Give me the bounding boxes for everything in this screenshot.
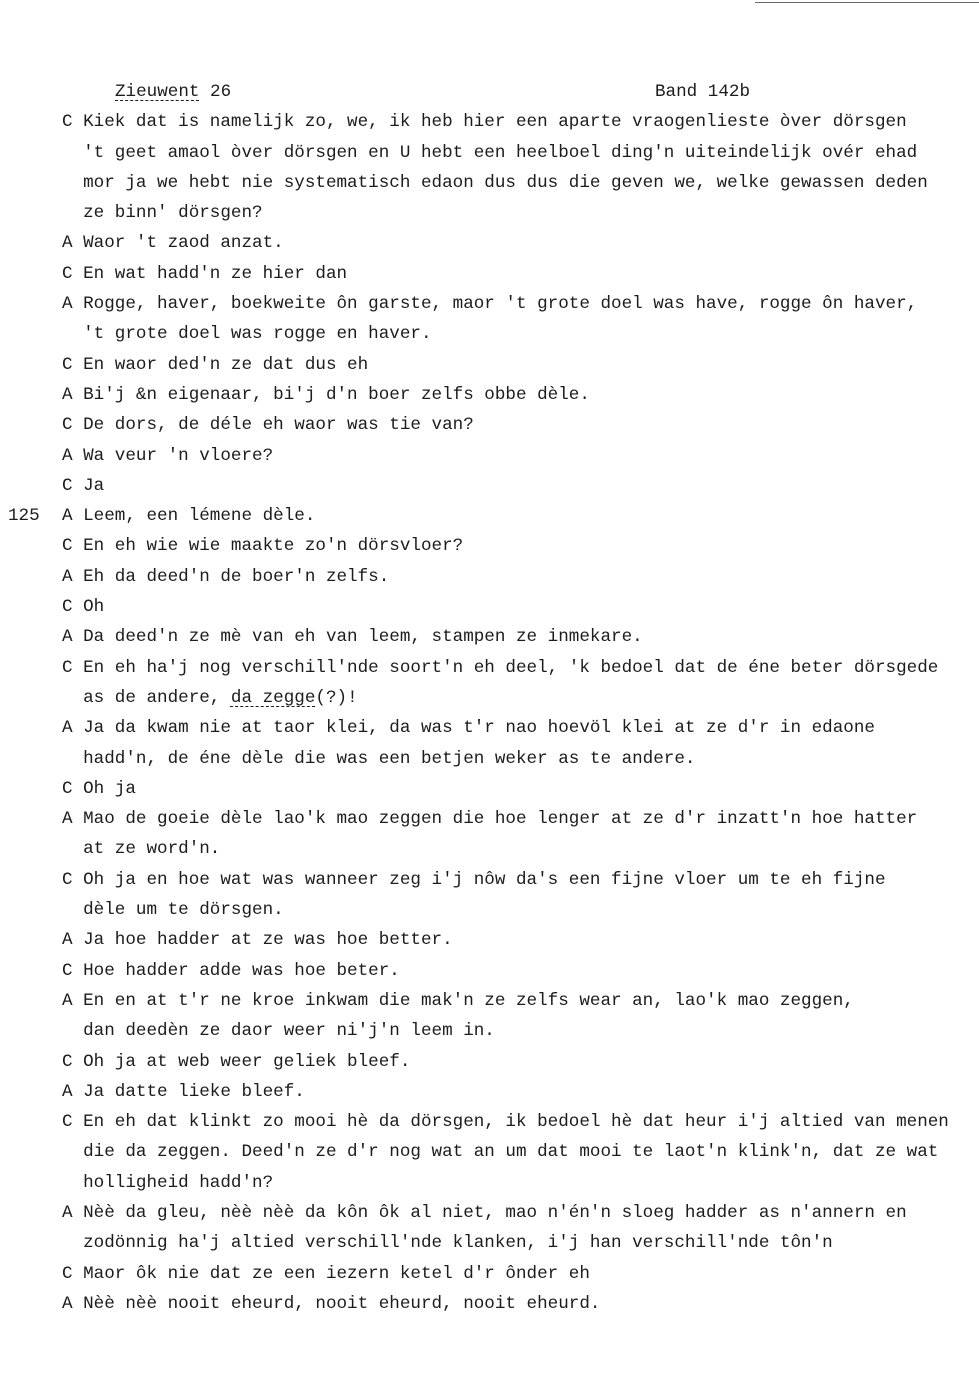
- line-text: at ze word'n.: [83, 839, 221, 860]
- line-text: Mao de goeie dèle lao'k mao zeggen die hoe lenger at ze d'r inzatt'n hoe hatter: [83, 809, 918, 830]
- line-text: Wa veur 'n vloere?: [83, 445, 274, 466]
- line-text: Leem, een lémene dèle.: [83, 506, 316, 527]
- transcript-line: [0, 531, 979, 561]
- transcript-line: [0, 198, 979, 228]
- line-text: die da zeggen. Deed'n ze d'r nog wat an um dat mooi te laot'n klink'n, dat ze wat: [83, 1142, 939, 1163]
- transcript-line: [0, 865, 979, 895]
- transcript-line: [0, 1016, 979, 1046]
- line-text: De dors, de déle eh waor was tie van?: [83, 415, 474, 436]
- transcript-line: [0, 441, 979, 471]
- transcript-line: [0, 804, 979, 834]
- line-text: Eh da deed'n de boer'n zelfs.: [83, 566, 390, 587]
- speaker-label: C: [62, 1112, 73, 1133]
- header-place-page: [115, 77, 231, 107]
- top-rule: [755, 2, 979, 3]
- transcript-line: [0, 1289, 979, 1319]
- speaker-label: A: [62, 294, 73, 315]
- line-text: Oh ja en hoe wat was wanneer zeg i'j nôw da's een fijne vloer um te eh fijne: [83, 869, 886, 890]
- header-page-number: 26: [210, 82, 232, 102]
- speaker-label: A: [62, 1202, 73, 1223]
- page-header: [0, 77, 979, 107]
- speaker-label: C: [62, 415, 73, 436]
- line-text: Ja da kwam nie at taor klei, da was t'r nao hoevöl klei at ze d'r in edaone: [83, 718, 875, 739]
- line-text: Hoe hadder adde was hoe beter.: [83, 960, 400, 981]
- transcript-line: [0, 410, 979, 440]
- line-text: Nèè da gleu, nèè nèè da kôn ôk al niet, mao n'én'n sloeg hadder as n'annern en: [83, 1202, 907, 1223]
- transcript-line: [0, 895, 979, 925]
- transcript-line: [0, 1107, 979, 1137]
- speaker-label: C: [62, 597, 73, 618]
- transcript-line: [0, 683, 979, 713]
- line-text: 't grote doel was rogge en haver.: [83, 324, 432, 345]
- line-text: Ja hoe hadder at ze was hoe better.: [83, 930, 453, 951]
- line-text: zodönnig ha'j altied verschill'nde klanken, i'j han verschill'nde tôn'n: [83, 1233, 833, 1254]
- line-text: Ja datte lieke bleef.: [83, 1081, 305, 1102]
- speaker-label: A: [62, 1293, 73, 1314]
- transcript-line: [0, 1077, 979, 1107]
- line-text: Bi'j &n eigenaar, bi'j d'n boer zelfs obbe dèle.: [83, 384, 590, 405]
- line-text: 't geet amaol òver dörsgen en U hebt een heelboel ding'n uiteindelijk ovér ehad: [83, 142, 918, 163]
- line-text: En wat hadd'n ze hier dan: [83, 263, 348, 284]
- transcript-line: [0, 501, 979, 531]
- speaker-label: A: [62, 445, 73, 466]
- line-text: En waor ded'n ze dat dus eh: [83, 354, 369, 375]
- transcript-line: [0, 986, 979, 1016]
- speaker-label: A: [62, 990, 73, 1011]
- line-text-after: (?)!: [315, 687, 358, 708]
- speaker-label: C: [62, 869, 73, 890]
- line-text: Kiek dat is namelijk zo, we, ik heb hier een aparte vraogenlieste òver dörsgen: [83, 112, 907, 133]
- line-text: as de andere,: [83, 687, 231, 708]
- line-text: Waor 't zaod anzat.: [83, 233, 284, 254]
- line-text: hadd'n, de éne dèle die was een betjen weker as te andere.: [83, 748, 696, 769]
- line-text: En en at t'r ne kroe inkwam die mak'n ze zelfs wear an, lao'k mao zeggen,: [83, 990, 854, 1011]
- transcript-line: [0, 713, 979, 743]
- line-text: dèle um te dörsgen.: [83, 900, 284, 921]
- transcript-page: [0, 77, 979, 1319]
- transcript-line: [0, 168, 979, 198]
- line-text: holligheid hadd'n?: [83, 1172, 274, 1193]
- transcript-line: [0, 1047, 979, 1077]
- transcript-lines: [0, 107, 979, 1319]
- transcript-line: [0, 1198, 979, 1228]
- speaker-label: C: [62, 657, 73, 678]
- transcript-line: [0, 1228, 979, 1258]
- margin-line-number: 125: [8, 506, 40, 527]
- speaker-label: C: [62, 112, 73, 133]
- speaker-label: A: [62, 233, 73, 254]
- speaker-label: C: [62, 536, 73, 557]
- line-text: Rogge, haver, boekweite ôn garste, maor 't grote doel was have, rogge ôn haver,: [83, 294, 918, 315]
- line-text: dan deedèn ze daor weer ni'j'n leem in.: [83, 1021, 495, 1042]
- line-text: En eh ha'j nog verschill'nde soort'n eh deel, 'k bedoel dat de éne beter dörsgede: [83, 657, 939, 678]
- speaker-label: A: [62, 1081, 73, 1102]
- transcript-line: [0, 107, 979, 137]
- speaker-label: C: [62, 778, 73, 799]
- speaker-label: C: [62, 354, 73, 375]
- speaker-label: C: [62, 1051, 73, 1072]
- line-text: Oh ja: [83, 778, 136, 799]
- speaker-label: A: [62, 627, 73, 648]
- line-text: Ja: [83, 475, 105, 496]
- transcript-line: [0, 259, 979, 289]
- speaker-label: C: [62, 1263, 73, 1284]
- speaker-label: A: [62, 809, 73, 830]
- line-text: En eh wie wie maakte zo'n dörsvloer?: [83, 536, 464, 557]
- transcript-line: [0, 1137, 979, 1167]
- line-text: En eh dat klinkt zo mooi hè da dörsgen, ik bedoel hè dat heur i'j altied van menen: [83, 1112, 949, 1133]
- speaker-label: A: [62, 506, 73, 527]
- transcript-line: [0, 744, 979, 774]
- transcript-line: [0, 289, 979, 319]
- header-band: Band 142b: [655, 82, 751, 102]
- line-text: ze binn' dörsgen?: [83, 203, 263, 224]
- transcript-line: [0, 925, 979, 955]
- line-text: Nèè nèè nooit eheurd, nooit eheurd, nooit eheurd.: [83, 1293, 601, 1314]
- speaker-label: A: [62, 384, 73, 405]
- speaker-label: C: [62, 263, 73, 284]
- transcript-line: [0, 774, 979, 804]
- line-text: Oh: [83, 597, 105, 618]
- line-text: mor ja we hebt nie systematisch edaon dus dus die geven we, welke gewassen deden: [83, 172, 928, 193]
- transcript-line: [0, 653, 979, 683]
- transcript-line: [0, 1259, 979, 1289]
- transcript-line: [0, 138, 979, 168]
- transcript-line: [0, 380, 979, 410]
- speaker-label: A: [62, 718, 73, 739]
- transcript-line: [0, 1168, 979, 1198]
- speaker-label: A: [62, 566, 73, 587]
- transcript-line: [0, 228, 979, 258]
- transcript-line: [0, 622, 979, 652]
- transcript-line: [0, 592, 979, 622]
- speaker-label: A: [62, 930, 73, 951]
- transcript-line: [0, 350, 979, 380]
- transcript-line: [0, 956, 979, 986]
- line-text: Maor ôk nie dat ze een iezern ketel d'r ônder eh: [83, 1263, 590, 1284]
- transcript-line: [0, 471, 979, 501]
- speaker-label: C: [62, 475, 73, 496]
- transcript-line: [0, 562, 979, 592]
- speaker-label: C: [62, 960, 73, 981]
- underlined-text: da zegge: [230, 687, 316, 708]
- transcript-line: [0, 834, 979, 864]
- line-text: Da deed'n ze mè van eh van leem, stampen ze inmekare.: [83, 627, 643, 648]
- transcript-line: [0, 319, 979, 349]
- header-place: Zieuwent: [115, 82, 200, 102]
- line-text: Oh ja at web weer geliek bleef.: [83, 1051, 411, 1072]
